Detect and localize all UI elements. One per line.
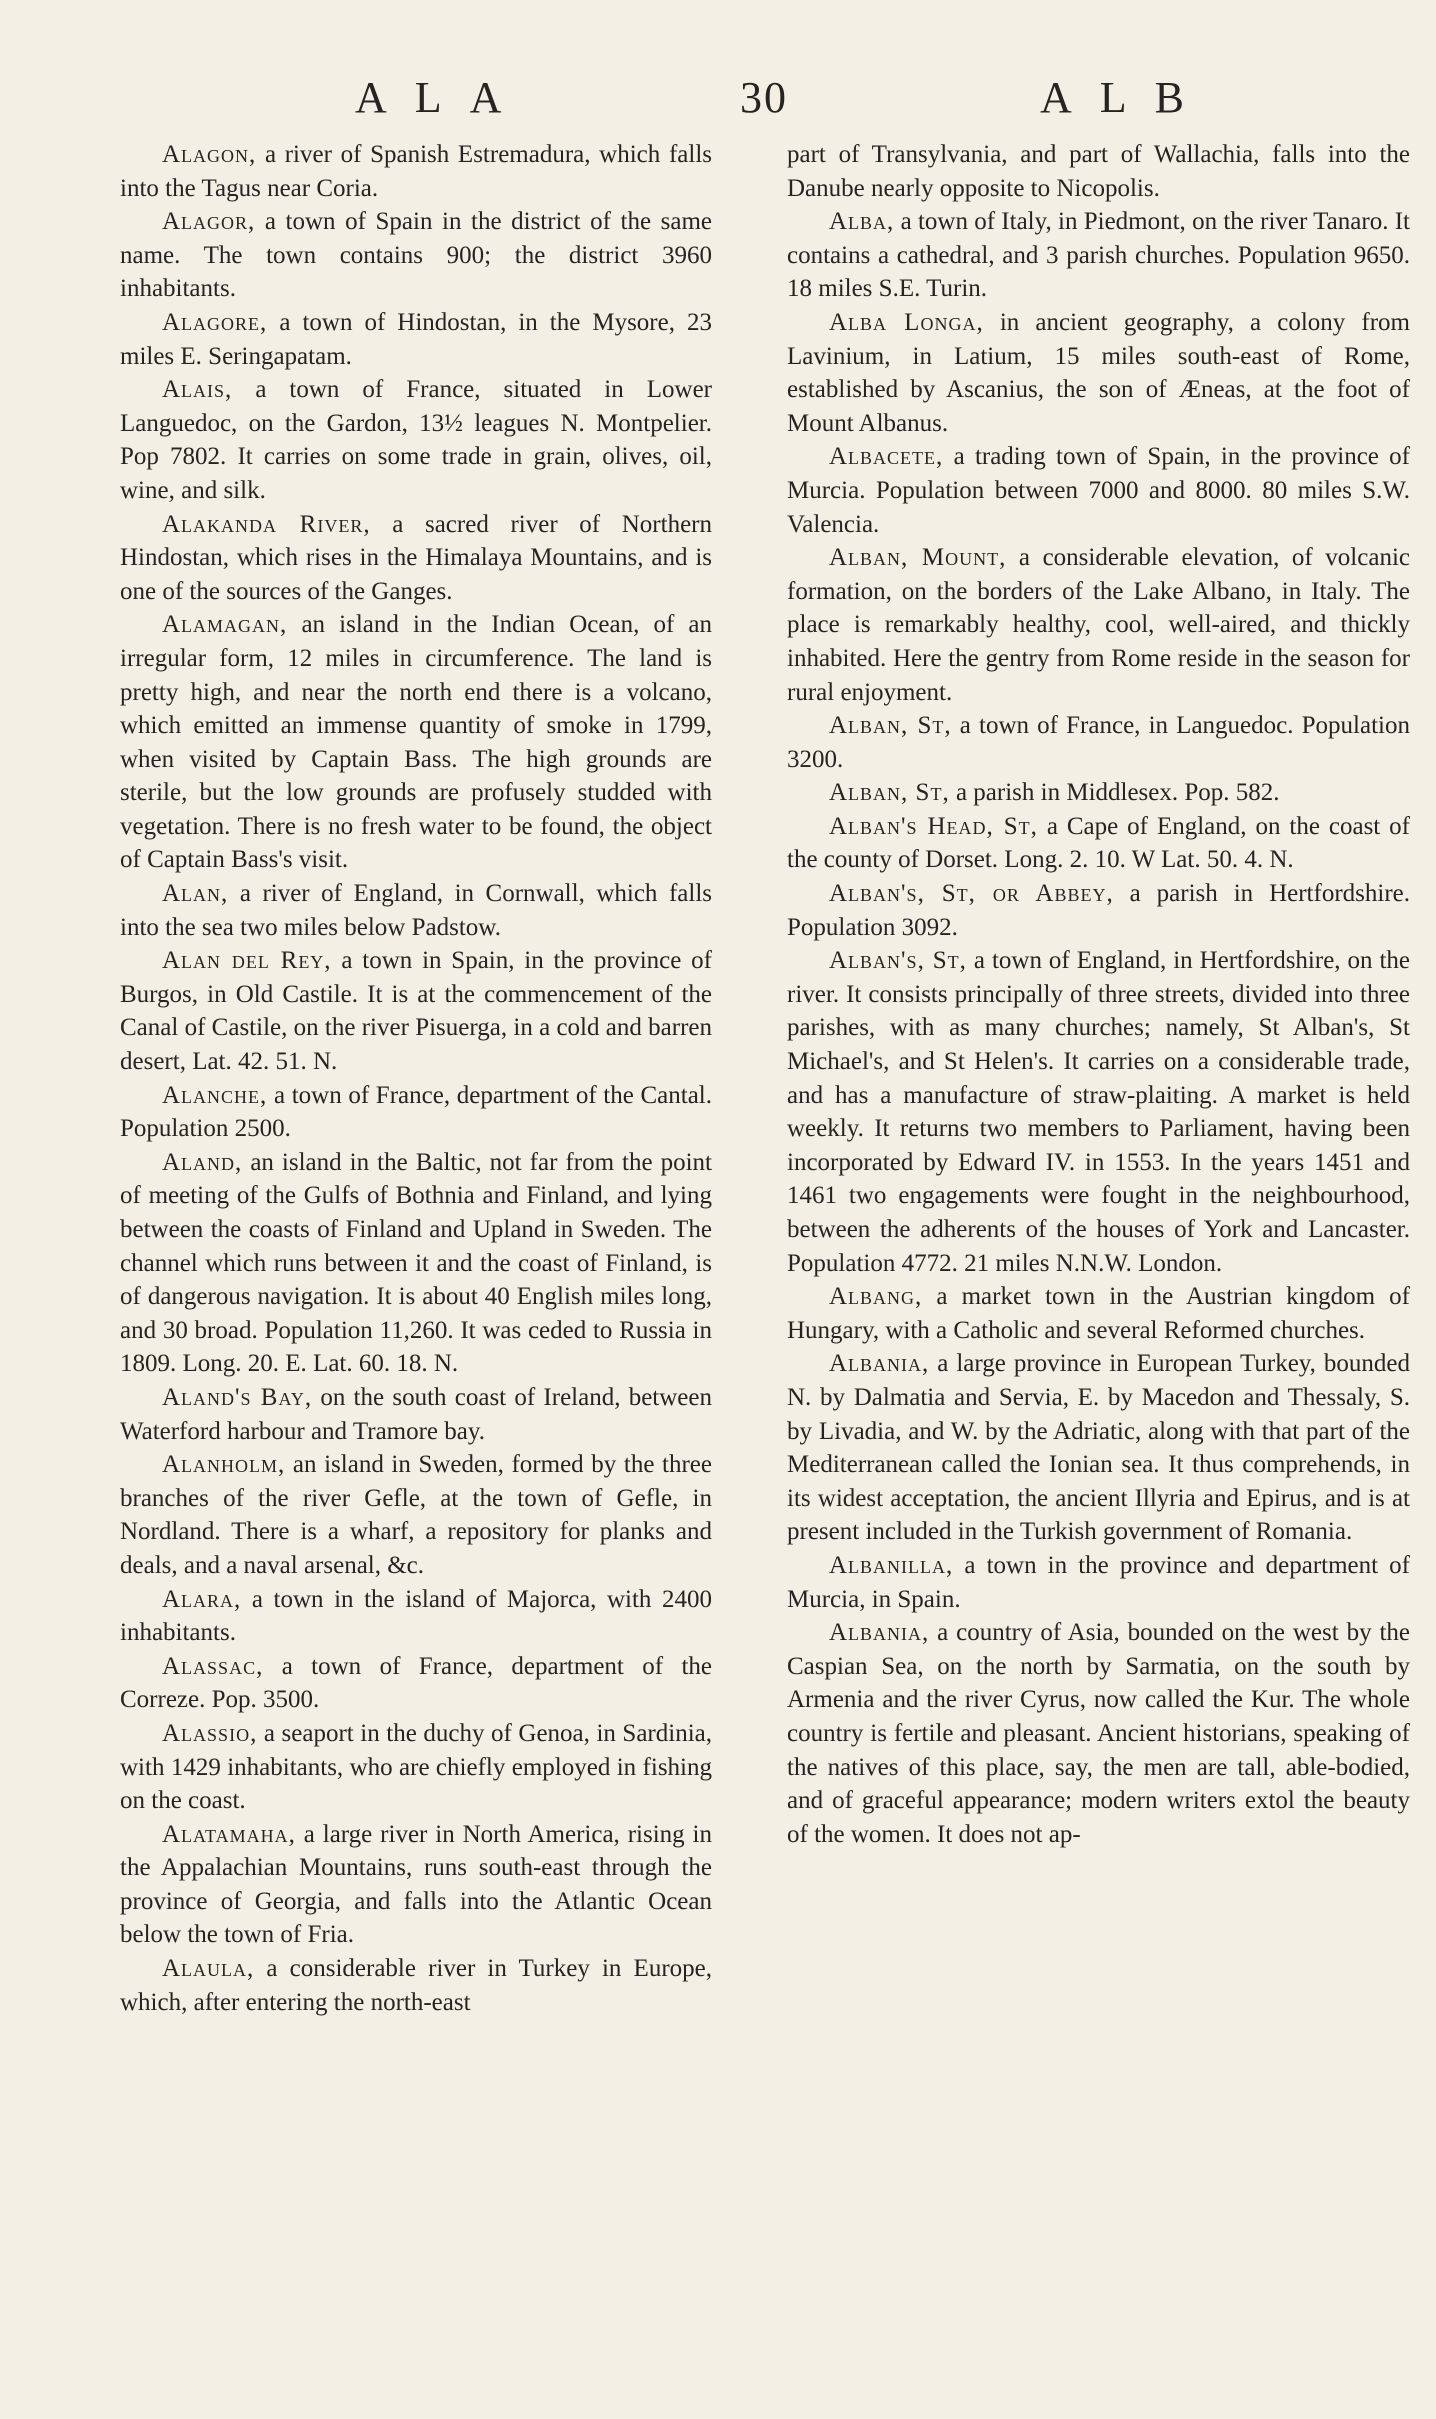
entry: [120, 1381, 712, 1448]
entry: [787, 440, 1410, 541]
entry: [120, 373, 712, 507]
entry-headword: Alassio,: [162, 1719, 258, 1747]
entry: [787, 205, 1410, 306]
entry: [120, 1146, 712, 1381]
entry-text: a considerable elevation, of volcanic formation, on the borders of the Lake Albano, in Italy. The place is remarkably healthy, cool, well-aired, and thickly inhabited. Here the gentry from Rome reside in the season for rural enjoyment.: [787, 544, 1410, 706]
entry-headword: Alan del Rey,: [162, 947, 332, 975]
running-header: [0, 72, 1436, 132]
entry-text: a parish in Middlesex. Pop. 582.: [949, 779, 1280, 807]
entry: [120, 1717, 712, 1818]
entry: [120, 508, 712, 609]
entry-headword: Albang,: [829, 1283, 923, 1311]
entry-text: a town of England, in Hertfordshire, on the river. It consists principally of three streets, divided into three parishes, with as many churches; namely, St Alban's, St Michael's, and St Helen's. It carries on a considerable trade, and has a manufacture of straw-plaiting. A market is held weekly. It returns two members to Parliament, having been incorporated by Edward IV. in 1553. In the years 1451 and 1461 two engagements were fought in the neighbourhood, between the adherents of the houses of York and Lancaster. Population 4772. 21 miles N.N.W. London.: [787, 947, 1411, 1277]
entry-text: an island in Sweden, formed by the three branches of the river Gefle, at the town of Gefle, in Nordland. There is a wharf, a repository for planks and deals, and a naval arsenal, &c.: [120, 1451, 712, 1579]
entry-headword: Alba,: [829, 208, 895, 236]
entry-headword: Alakanda River,: [162, 510, 371, 538]
entry-text: a town of France, department of the Cantal. Population 2500.: [120, 1081, 712, 1143]
entry-headword: Aland's Bay,: [162, 1383, 313, 1411]
entry: [120, 1952, 712, 2019]
entry-headword: Albania,: [829, 1350, 930, 1378]
entry-text: part of Transylvania, and part of Wallachia, falls into the Danube nearly opposite to Nicopolis.: [787, 141, 1410, 202]
entry: [787, 1616, 1410, 1851]
entry: [120, 138, 712, 205]
entry-headword: Alara,: [162, 1585, 242, 1613]
entry: [787, 1280, 1410, 1347]
entry-text: on the south coast of Ireland, between Waterford harbour and Tramore bay.: [120, 1383, 712, 1445]
entry-text: a town of France, situated in Lower Languedoc, on the Gardon, 13½ leagues N. Montpelier. Pop 7802. It carries on some trade in grain, olives, oil, wine, and silk.: [120, 376, 712, 504]
entry-text: a river of England, in Cornwall, which falls into the sea two miles below Padstow.: [120, 880, 712, 941]
entry: [787, 541, 1410, 709]
left-column: [120, 138, 712, 2019]
entry-headword: Alassac,: [162, 1652, 264, 1680]
entry-headword: Alamagan,: [162, 611, 288, 639]
entry-text: a town of France, in Languedoc. Population 3200.: [787, 712, 1410, 773]
entry-text: an island in the Indian Ocean, of an irregular form, 12 miles in circumference. The land is pretty high, and near the north end there is a volcano, which emitted an immense quantity of smoke in 1799, when visited by Captain Bass. The high grounds are sterile, but the low grounds are profusely studded with vegetation. There is no fresh water to be found, the object of Captain Bass's visit.: [120, 611, 712, 874]
header-right-guideword: ALB: [1040, 73, 1212, 122]
entry-text: a sacred river of Northern Hindostan, which rises in the Himalaya Mountains, and is one of the sources of the Ganges.: [120, 510, 713, 605]
entry: [120, 306, 712, 373]
entry-headword: Alagore,: [162, 308, 268, 336]
entry-text: a seaport in the duchy of Genoa, in Sardinia, with 1429 inhabitants, who are chiefly employed in fishing on the coast.: [120, 1719, 712, 1815]
entry-headword: Albacete,: [829, 443, 944, 471]
entry-text: a country of Asia, bounded on the west by the Caspian Sea, on the north by Sarmatia, on the south by Armenia and the river Cyrus, now called the Kur. The whole country is fertile and pleasant. Ancient historians, speaking of the natives of this place, say, the men are tall, able-bodied, and of graceful appearance; modern writers extol the beauty of the women. It does not ap-: [787, 1619, 1410, 1848]
entry-headword: Alaula,: [162, 1955, 255, 1983]
entry-continuation: [787, 138, 1410, 205]
entry-headword: Aland,: [162, 1148, 243, 1176]
entry-text: a river of Spanish Estremadura, which falls into the Tagus near Coria.: [120, 141, 712, 202]
entry: [787, 1347, 1410, 1549]
entry-headword: Alban, St,: [829, 779, 950, 807]
entry: [787, 709, 1410, 776]
entry-text: a large river in North America, rising in the Appalachian Mountains, runs south-east through the province of Georgia, and falls into the Atlantic Ocean below the town of Fria.: [120, 1820, 712, 1949]
entry-headword: Alban's Head, St,: [829, 812, 1038, 840]
entry: [120, 1818, 712, 1952]
entry-text: a town in the province and department of Murcia, in Spain.: [787, 1551, 1410, 1613]
entry: [120, 205, 712, 306]
entry-text: a town of Spain in the district of the same name. The town contains 900; the district 3960 inhabitants.: [120, 208, 712, 303]
entry: [787, 776, 1410, 810]
entry-text: a trading town of Spain, in the province of Murcia. Population between 7000 and 8000. 80 miles S.W. Valencia.: [787, 443, 1410, 538]
entry-headword: Alanholm,: [162, 1451, 286, 1479]
entry: [120, 1448, 712, 1582]
entry-text: a town in the island of Majorca, with 2400 inhabitants.: [120, 1585, 712, 1647]
entry-headword: Alban's, St,: [829, 947, 967, 975]
entry-headword: Alagon,: [162, 141, 257, 168]
entry-headword: Alban, St,: [829, 712, 952, 740]
entry-text: an island in the Baltic, not far from the point of meeting of the Gulfs of Bothnia and Finland, and lying between the coasts of Finland and Upland in Sweden. The channel which runs between it and the coast of Finland, is of dangerous navigation. It is about 40 English miles long, and 30 broad. Population 11,260. It was ceded to Russia in 1809. Long. 20. E. Lat. 60. 18. N.: [120, 1148, 712, 1378]
entry: [120, 944, 712, 1078]
entry: [787, 306, 1410, 440]
entry-text: a market town in the Austrian kingdom of Hungary, with a Catholic and several Reformed churches.: [787, 1283, 1410, 1344]
entry-headword: Albania,: [829, 1619, 930, 1647]
entry-text: a parish in Hertfordshire. Population 3092.: [787, 880, 1410, 941]
entry-text: in ancient geography, a colony from Lavinium, in Latium, 15 miles south-east of Rome, established by Ascanius, the son of Æneas, at the foot of Mount Albanus.: [787, 308, 1410, 437]
entry-headword: Alban's, St, or Abbey,: [829, 880, 1114, 908]
entry: [787, 877, 1410, 944]
entry-headword: Alban, Mount,: [829, 544, 1007, 572]
right-column: [787, 138, 1410, 1851]
entry: [787, 944, 1410, 1280]
entry: [120, 1650, 712, 1717]
entry-headword: Alais,: [162, 376, 233, 404]
entry: [120, 1583, 712, 1650]
entry-headword: Alanche,: [162, 1081, 268, 1109]
entry-headword: Alagor,: [162, 208, 256, 236]
entry: [120, 1079, 712, 1146]
page-number: 30: [740, 73, 788, 122]
entry-headword: Alba Longa,: [829, 308, 984, 336]
entry: [120, 608, 712, 877]
entry-text: a considerable river in Turkey in Europe, which, after entering the north-east: [120, 1955, 712, 2016]
entry-headword: Alatamaha,: [162, 1820, 296, 1848]
header-left-guideword: ALA: [355, 73, 530, 122]
entry-headword: Alan,: [162, 880, 229, 908]
entry: [120, 877, 712, 944]
entry-text: a large province in European Turkey, bounded N. by Dalmatia and Servia, E. by Macedon and Thessaly, S. by Livadia, and W. by the Adriatic, along with that part of the Mediterranean called the Ionian sea. It thus comprehends, in its widest acceptation, the ancient Illyria and Epirus, and is at present included in the Turkish government of Romania.: [787, 1350, 1410, 1546]
entry: [787, 810, 1410, 877]
entry: [787, 1549, 1410, 1616]
entry-text: a town of Hindostan, in the Mysore, 23 miles E. Seringapatam.: [120, 308, 712, 370]
entry-text: a town of France, department of the Correze. Pop. 3500.: [120, 1652, 712, 1714]
entry-text: a town in Spain, in the province of Burgos, in Old Castile. It is at the commencement of the Canal of Castile, on the river Pisuerga, in a cold and barren desert, Lat. 42. 51. N.: [120, 947, 712, 1076]
entry-headword: Albanilla,: [829, 1551, 954, 1579]
entry-text: a Cape of England, on the coast of the county of Dorset. Long. 2. 10. W Lat. 50. 4. N.: [787, 812, 1411, 874]
entry-text: a town of Italy, in Piedmont, on the river Tanaro. It contains a cathedral, and 3 parish churches. Population 9650. 18 miles S.E. Turin.: [787, 208, 1410, 303]
